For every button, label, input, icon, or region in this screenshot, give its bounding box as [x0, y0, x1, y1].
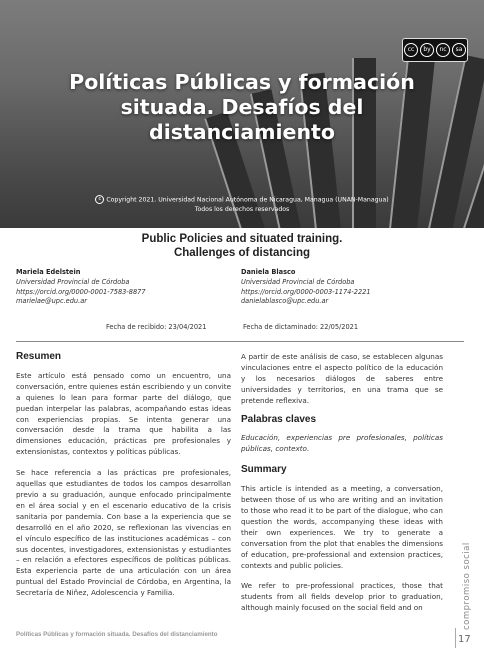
- author-email-link[interactable]: marielae@upc.edu.ar: [16, 297, 87, 306]
- author-name: Mariela Edelstein: [16, 268, 81, 276]
- summary-paragraph-2: We refer to pre-professional practices, those that students from all fields develop prior to graduation, although mainly focused on the social field and on: [241, 581, 443, 613]
- page-number: 17: [458, 634, 471, 645]
- date-received: Fecha de recibido: 23/04/2021: [106, 323, 207, 331]
- author-block-2: [241, 268, 371, 307]
- english-title: [0, 232, 484, 260]
- nc-icon: nc: [436, 43, 450, 57]
- copyright-notice: [0, 195, 484, 215]
- page-number-divider: [455, 628, 456, 648]
- author-affiliation: Universidad Provincial de Córdoba: [16, 277, 130, 286]
- keywords-heading: Palabras claves: [241, 413, 317, 425]
- cc-license-badge: [402, 38, 468, 62]
- date-ruled: Fecha de dictaminado: 22/05/2021: [243, 323, 359, 331]
- abstract-paragraph-1: Este artículo está pensado como un encuentro, una conversación, entre quienes están escribiendo y un convite a quienes lo lean para formar parte del diálogo, que puedan interpelar las palabras, acompañando estas ideas con experiencias propias. Se intenta generar una conversación desde la trama que habilita a las dimensiones educación, prácticas pre profesionales y extensionistas, contextos y políticas públicas.: [16, 370, 231, 457]
- author-orcid-link[interactable]: https://orcid.org/0000-0001-7583-8877: [16, 287, 146, 296]
- author-block-1: [16, 268, 146, 307]
- summary-heading: Summary: [241, 464, 287, 476]
- author-name: Daniela Blasco: [241, 268, 296, 276]
- author-affiliation: Universidad Provincial de Córdoba: [241, 277, 355, 286]
- author-email-link[interactable]: danielablasco@upc.edu.ar: [241, 297, 329, 306]
- right-column: [241, 352, 443, 624]
- by-icon: by: [420, 43, 434, 57]
- copyright-icon: c: [95, 195, 104, 204]
- article-title: Políticas Públicas y formación situada. Desafíos del distanciamiento: [69, 70, 415, 144]
- sa-icon: sa: [452, 43, 466, 57]
- author-orcid-link[interactable]: https://orcid.org/0000-0003-1174-2221: [241, 287, 371, 296]
- hero-banner: [0, 0, 484, 228]
- english-title-line1: Public Policies and situated training.: [141, 233, 343, 245]
- copyright-line2: Todos los derechos reservados: [194, 206, 290, 213]
- copyright-line1: Copyright 2021. Universidad Nacional Autónoma de Nicaragua, Managua (UNAN-Managua): [106, 196, 389, 204]
- left-column: [16, 352, 231, 609]
- abstract-heading: Resumen: [16, 351, 62, 362]
- keywords-text: Educación, experiencias pre profesionales, políticas públicas, contexto.: [241, 433, 443, 454]
- abstract-paragraph-3: A partir de este análisis de caso, se establecen algunas vinculaciones entre el aspecto político de la educación y los necesarios diálogos de saberes entre universidades y territorios, en una trama que se pretende reflexiva.: [241, 352, 443, 405]
- english-title-line2: Challenges of distancing: [173, 247, 311, 259]
- running-title: Políticas Públicas y formación situada. Desafíos del distanciamiento: [16, 631, 218, 638]
- section-sidebar-label: compromiso social: [462, 542, 472, 630]
- abstract-paragraph-2: Se hace referencia a las prácticas pre profesionales, aquellas que estudiantes de todos los campos desarrollan previo a su graduación, aunque enfocado principalmente en el área social y en el escenario educativo de la crisis sanitaria por pandemia. Con base a la experiencia que se desarrolló en el año 2020, se reflexionan las vivencias en el vínculo específico de las instituciones académicas – con sus docentes, investigadores, extensionistas y estudiantes – en relación a efectores específicos de políticas públicas. Esta experiencia parte de una articulación con un área puntual del Estado Provincial de Córdoba, en Argentina, la Secretaría de Niñez, Adolescencia y Familia.: [16, 468, 231, 598]
- section-divider: [16, 341, 464, 342]
- cc-icon: cc: [404, 43, 418, 57]
- summary-paragraph-1: This article is intended as a meeting, a conversation, between those of us who are writing and an invitation to those who read it to be part of the dialogue, who can question the words, accompanying these ideas with their own experiences. We try to generate a conversation from the plot that enables the dimensions of education, pre-professional and extension practices, contexts and public policies.: [241, 484, 443, 570]
